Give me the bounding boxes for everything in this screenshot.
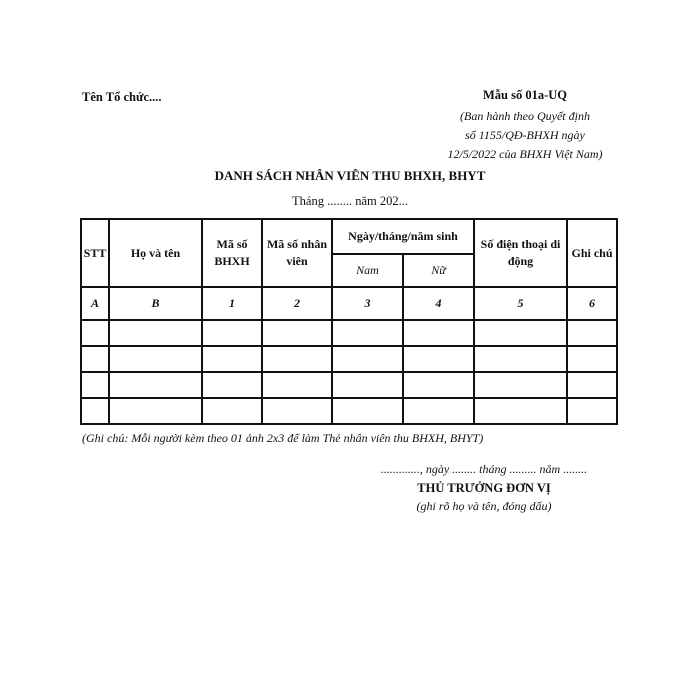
index-cell: 1 <box>202 287 262 320</box>
index-cell: 2 <box>262 287 332 320</box>
table-cell <box>567 346 617 372</box>
table-cell <box>332 372 403 398</box>
table-cell <box>81 346 109 372</box>
table-cell <box>474 372 567 398</box>
table-cell <box>567 398 617 424</box>
table-row <box>81 372 617 398</box>
header-dob-female: Nữ <box>403 254 474 287</box>
table-cell <box>81 398 109 424</box>
table-index-row <box>81 287 617 320</box>
table-header-row <box>81 219 617 254</box>
table-cell <box>403 398 474 424</box>
table-cell <box>109 398 202 424</box>
table-cell <box>567 320 617 346</box>
table-cell <box>109 346 202 372</box>
table-cell <box>262 320 332 346</box>
employee-table <box>80 218 618 425</box>
form-code: Mẫu số 01a-UQ <box>482 88 568 102</box>
index-cell: 5 <box>474 287 567 320</box>
signature-hint: (ghi rõ họ và tên, đóng dấu) <box>416 499 552 513</box>
header-note: Ghi chú <box>567 219 617 287</box>
header-dob-male: Nam <box>332 254 403 287</box>
table-cell <box>81 320 109 346</box>
table-cell <box>474 320 567 346</box>
table-cell <box>403 346 474 372</box>
table-row <box>81 346 617 372</box>
header-name: Họ và tên <box>109 219 202 287</box>
issued-line-2: số 1155/QĐ-BHXH ngày <box>465 128 585 142</box>
table-cell <box>202 398 262 424</box>
signature-dateline: ............., ngày ........ tháng ......... năm ........ <box>380 462 588 476</box>
organization-name: Tên Tổ chức.... <box>82 90 162 104</box>
period-line: Tháng ........ năm 202... <box>292 194 408 208</box>
signature-title: THỦ TRƯỞNG ĐƠN VỊ <box>417 481 551 495</box>
table-cell <box>332 346 403 372</box>
header-employee-code: Mã số nhân viên <box>262 219 332 287</box>
table-cell <box>81 372 109 398</box>
header-dob: Ngày/tháng/năm sinh <box>332 219 474 254</box>
index-cell: A <box>81 287 109 320</box>
index-cell: 3 <box>332 287 403 320</box>
index-cell: B <box>109 287 202 320</box>
table-cell <box>262 372 332 398</box>
header-phone: Số điện thoại di động <box>474 219 567 287</box>
table-cell <box>202 372 262 398</box>
header-stt: STT <box>81 219 109 287</box>
table-cell <box>332 398 403 424</box>
table-cell <box>109 320 202 346</box>
footnote: (Ghi chú: Mỗi người kèm theo 01 ảnh 2x3 để làm Thẻ nhân viên thu BHXH, BHYT) <box>82 431 484 445</box>
issued-by-note <box>425 107 625 164</box>
issued-line-3: 12/5/2022 của BHXH Việt Nam) <box>447 147 603 161</box>
table-cell <box>403 320 474 346</box>
document-title: DANH SÁCH NHÂN VIÊN THU BHXH, BHYT <box>214 168 486 183</box>
table-row <box>81 320 617 346</box>
table-cell <box>567 372 617 398</box>
issued-line-1: (Ban hành theo Quyết định <box>460 109 590 123</box>
table-cell <box>332 320 403 346</box>
table-cell <box>262 346 332 372</box>
table-cell <box>474 346 567 372</box>
header-insurance-code: Mã số BHXH <box>202 219 262 287</box>
table-cell <box>403 372 474 398</box>
index-cell: 6 <box>567 287 617 320</box>
table-cell <box>109 372 202 398</box>
table-row <box>81 398 617 424</box>
table-cell <box>474 398 567 424</box>
table-body <box>81 320 617 424</box>
table-cell <box>202 346 262 372</box>
table-cell <box>262 398 332 424</box>
index-cell: 4 <box>403 287 474 320</box>
table-cell <box>202 320 262 346</box>
